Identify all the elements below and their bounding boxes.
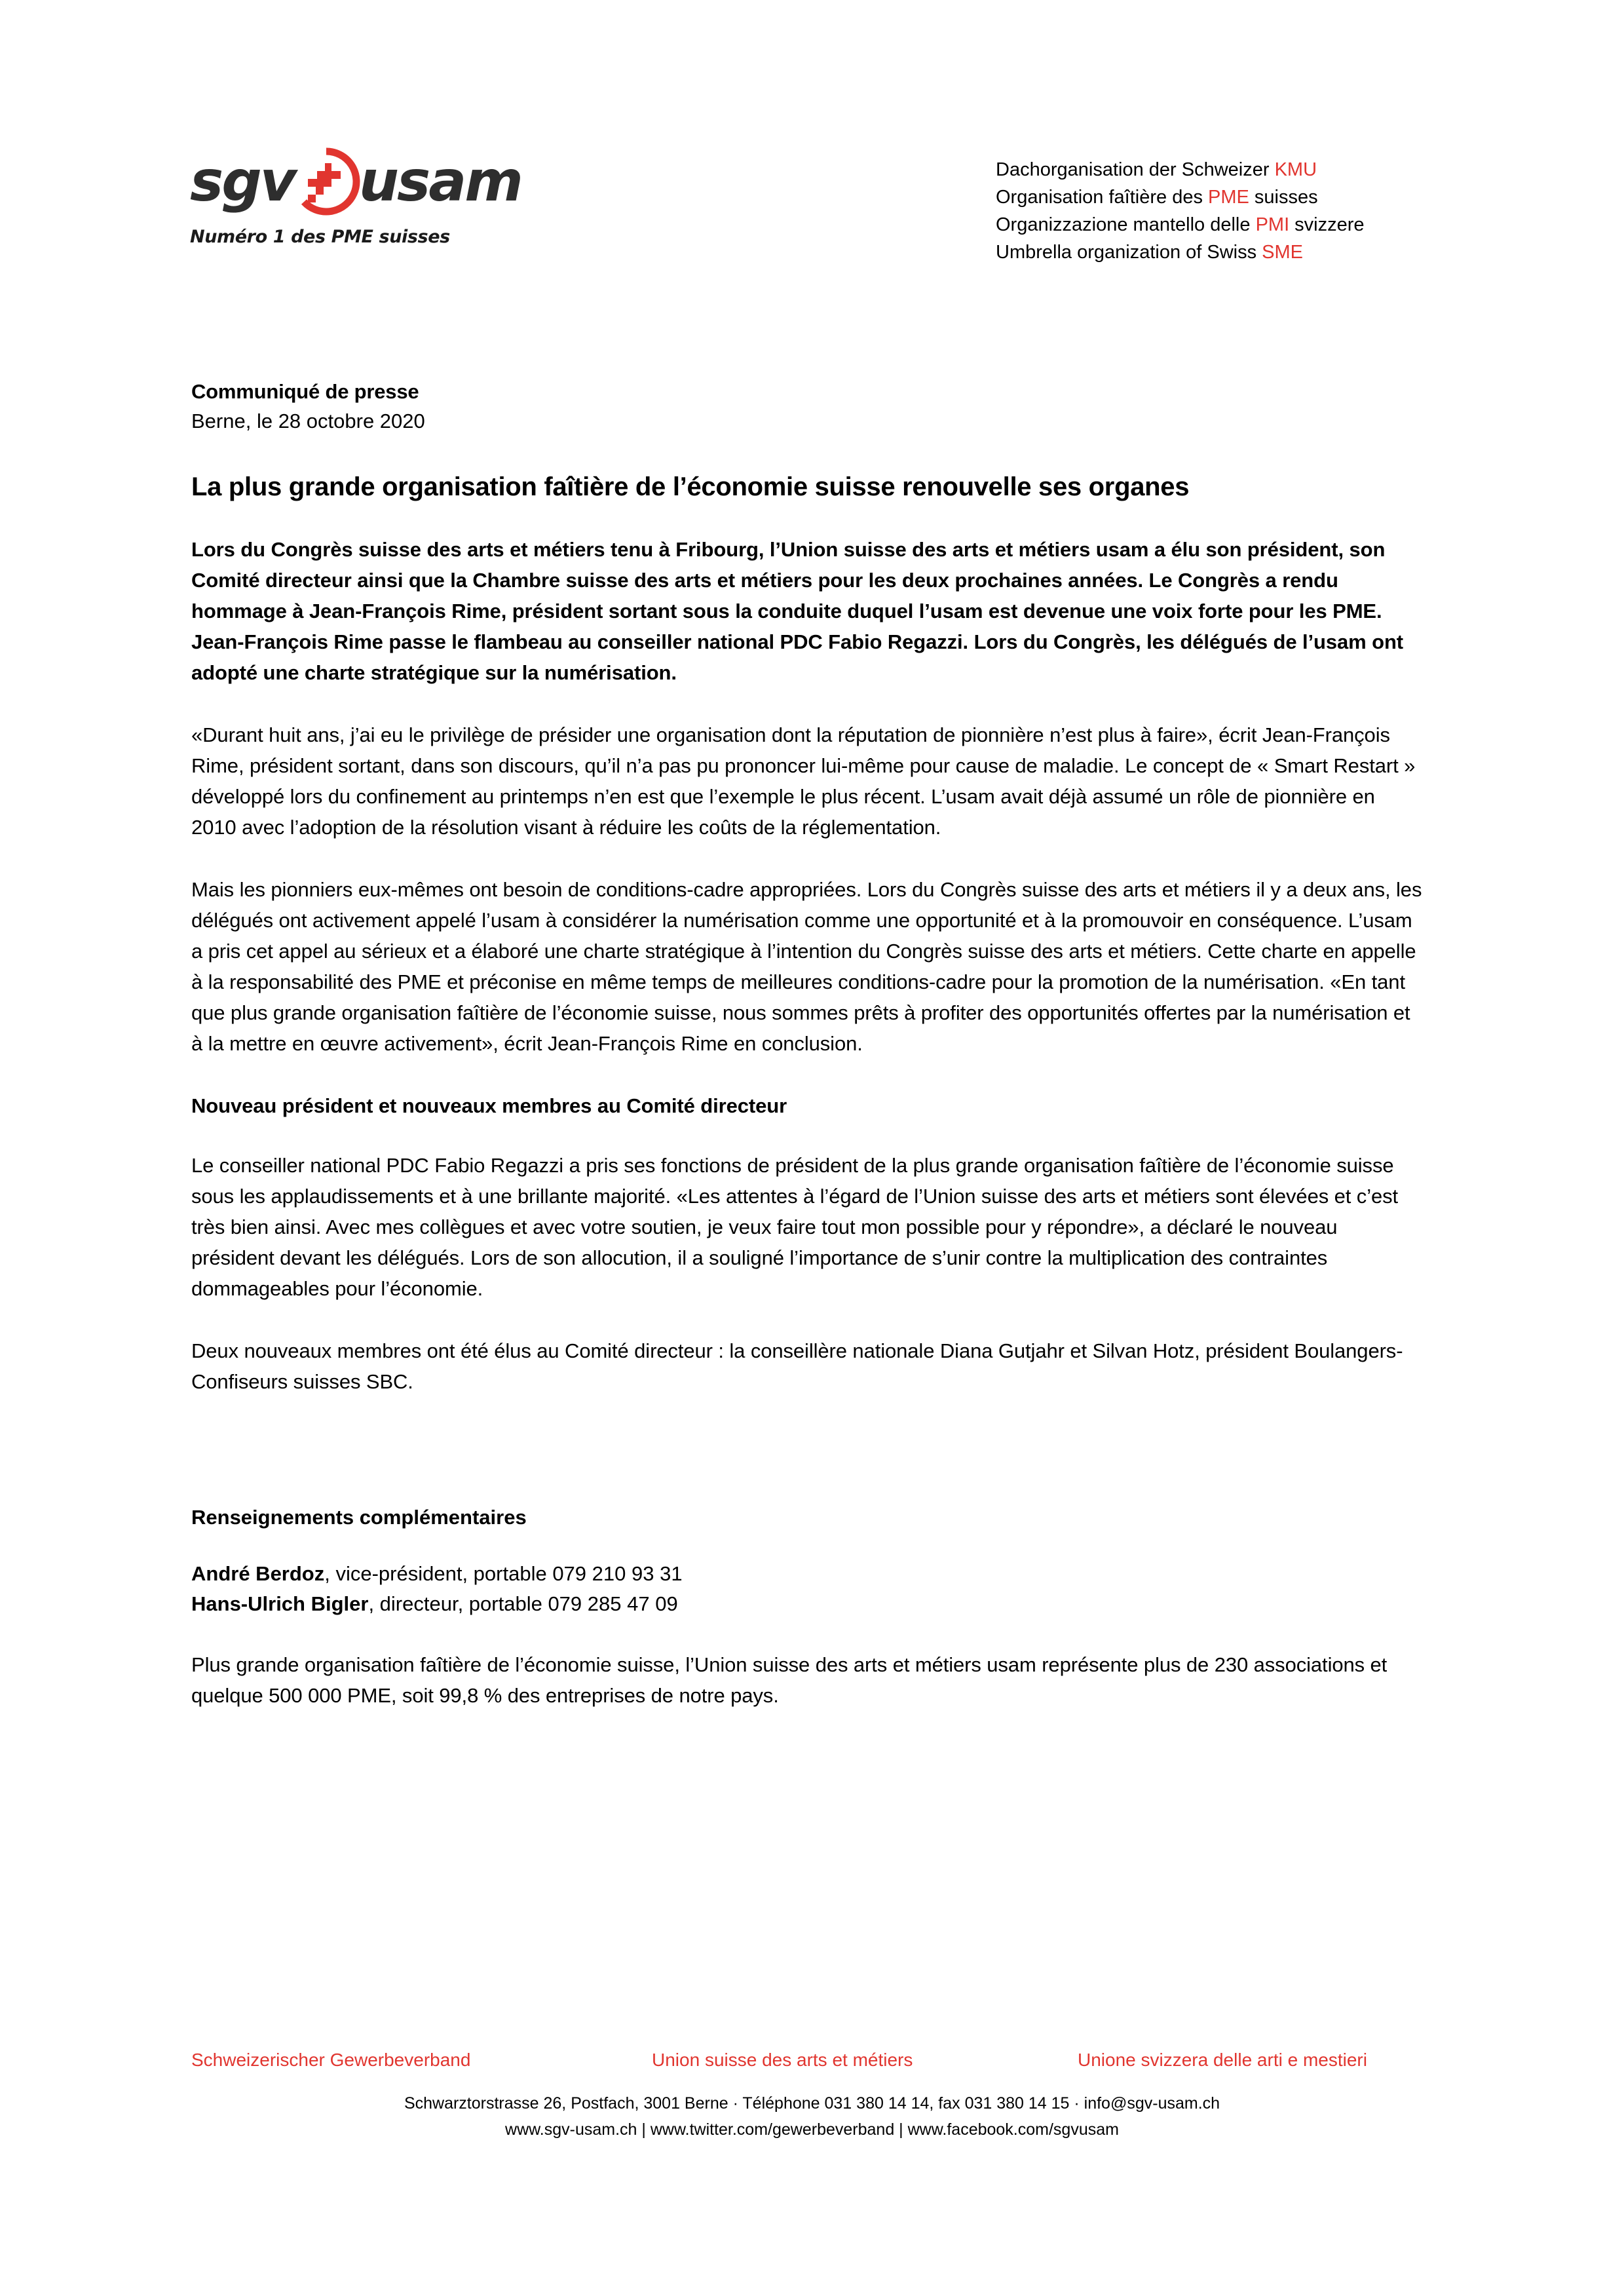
footer-address-line: Schwarztorstrasse 26, Postfach, 3001 Berne · Téléphone 031 380 14 14, fax 031 380 14 15 · info@sgv-usam.ch — [404, 2094, 1220, 2113]
usam-emblem-icon — [291, 146, 362, 217]
logo-text-usam: usam — [358, 149, 521, 214]
contact-item — [191, 1589, 1423, 1619]
document-body — [191, 377, 1423, 1742]
contact-heading: Renseignements complémentaires — [191, 1506, 527, 1529]
header-language-line-en: Umbrella organization of Swiss SME — [996, 242, 1304, 263]
page-title: La plus grande organisation faîtière de l’économie suisse renouvelle ses organes — [191, 472, 1190, 501]
document-header — [0, 145, 1624, 270]
section-subheading: Nouveau président et nouveaux membres au Comité directeur — [191, 1094, 787, 1117]
document-kicker: Communiqué de presse — [191, 380, 419, 403]
paragraph-2: Mais les pionniers eux-mêmes ont besoin de conditions-cadre appropriées. Lors du Congrès suisse des arts et métiers il y a deux ans, les délégués ont activement appelé l’usam à considérer la numérisation comme une opportunité et à la promouvoir en conséquence. L’usam a pris cet appel au sérieux et a élaboré une charte stratégique à l’intention du Congrès suisse des arts et métiers. Cette charte en appelle à la responsabilité des PME et préconise en même temps de meilleures conditions-cadre pour la promotion de la numérisation. «En tant que plus grande organisation faîtière de l’économie suisse, nous sommes prêts à profiter des opportunités offertes par la numérisation et à la mettre en œuvre activement», écrit Jean-François Rime en conclusion. — [191, 878, 1422, 1055]
section-spacer — [191, 1428, 1423, 1502]
footer-language-row — [0, 2050, 1624, 2084]
footer-name-de: Schweizerischer Gewerbeverband — [191, 2050, 471, 2070]
footer-contact-block — [0, 2090, 1624, 2143]
header-language-lines — [996, 156, 1365, 266]
boilerplate-paragraph: Plus grande organisation faîtière de l’économie suisse, l’Union suisse des arts et métiers usam représente plus de 230 associations et quelque 500 000 PME, soit 99,8 % des entreprises de notre pays. — [191, 1653, 1388, 1707]
header-accent-kmu: KMU — [1274, 159, 1317, 180]
header-accent-pmi: PMI — [1255, 214, 1290, 235]
place-and-date: Berne, le 28 octobre 2020 — [191, 410, 425, 432]
header-language-line-it: Organizzazione mantello delle PMI svizzere — [996, 214, 1365, 235]
paragraph-1: «Durant huit ans, j’ai eu le privilège de présider une organisation dont la réputation de pionnière n’est plus à faire», écrit Jean-François Rime, président sortant, dans son discours, qu’il n’a pas pu prononcer lui-même pour cause de maladie. Le concept de « Smart Restart » développé lors du confinement au printemps n’en est que l’exemple le plus récent. L’usam avait déjà assumé un rôle de pionnière en 2010 avec l’adoption de la résolution visant à réduire les coûts de la réglementation. — [191, 723, 1416, 839]
logo-text-sgv: sgv — [190, 149, 295, 214]
footer-name-fr: Union suisse des arts et métiers — [652, 2050, 913, 2070]
organization-logo — [190, 145, 596, 247]
paragraph-3: Le conseiller national PDC Fabio Regazzi a pris ses fonctions de président de la plus grande organisation faîtière de l’économie suisse sous les applaudissements et à une brillante majorité. «Les attentes à l’égard de l’Union suisse des arts et métiers sont élevées et c’est très bien ainsi. Avec mes collègues et avec votre soutien, je veux faire tout mon possible pour y répondre», a déclaré le nouveau président devant les délégués. Lors de son allocution, il a souligné l’importance de s’unir contre la multiplication des contraintes dommageables pour l’économie. — [191, 1154, 1399, 1300]
logo-tagline: Numéro 1 des PME suisses — [190, 227, 450, 247]
header-language-line-fr: Organisation faîtière des PME suisses — [996, 187, 1318, 208]
header-accent-pme: PME — [1208, 187, 1249, 208]
contact-detail: , vice-président, portable 079 210 93 31 — [324, 1562, 683, 1585]
footer-name-it: Unione svizzera delle arti e mestieri — [1078, 2050, 1367, 2070]
header-language-line-de: Dachorganisation der Schweizer KMU — [996, 159, 1317, 180]
footer-web-line[interactable]: www.sgv-usam.ch | www.twitter.com/gewerbeverband | www.facebook.com/sgvusam — [505, 2120, 1119, 2139]
paragraph-4: Deux nouveaux membres ont été élus au Comité directeur : la conseillère nationale Diana Gutjahr et Silvan Hotz, président Boulangers-Confiseurs suisses SBC. — [191, 1339, 1403, 1393]
contact-list — [191, 1559, 1423, 1619]
contact-name: André Berdoz — [191, 1562, 325, 1585]
document-footer — [0, 2050, 1624, 2143]
logo-wordmark — [190, 145, 596, 218]
contact-item — [191, 1559, 1423, 1589]
contact-detail: , directeur, portable 079 285 47 09 — [368, 1592, 678, 1615]
header-accent-sme: SME — [1262, 242, 1304, 263]
lead-paragraph: Lors du Congrès suisse des arts et métiers tenu à Fribourg, l’Union suisse des arts et métiers usam a élu son président, son Comité directeur ainsi que la Chambre suisse des arts et métiers pour les deux prochaines années. Le Congrès a rendu hommage à Jean-François Rime, président sortant sous la conduite duquel l’usam est devenue une voix forte pour les PME. Jean-François Rime passe le flambeau au conseiller national PDC Fabio Regazzi. Lors du Congrès, les délégués de l’usam ont adopté une charte stratégique sur la numérisation. — [191, 538, 1404, 684]
contact-name: Hans-Ulrich Bigler — [191, 1592, 369, 1615]
